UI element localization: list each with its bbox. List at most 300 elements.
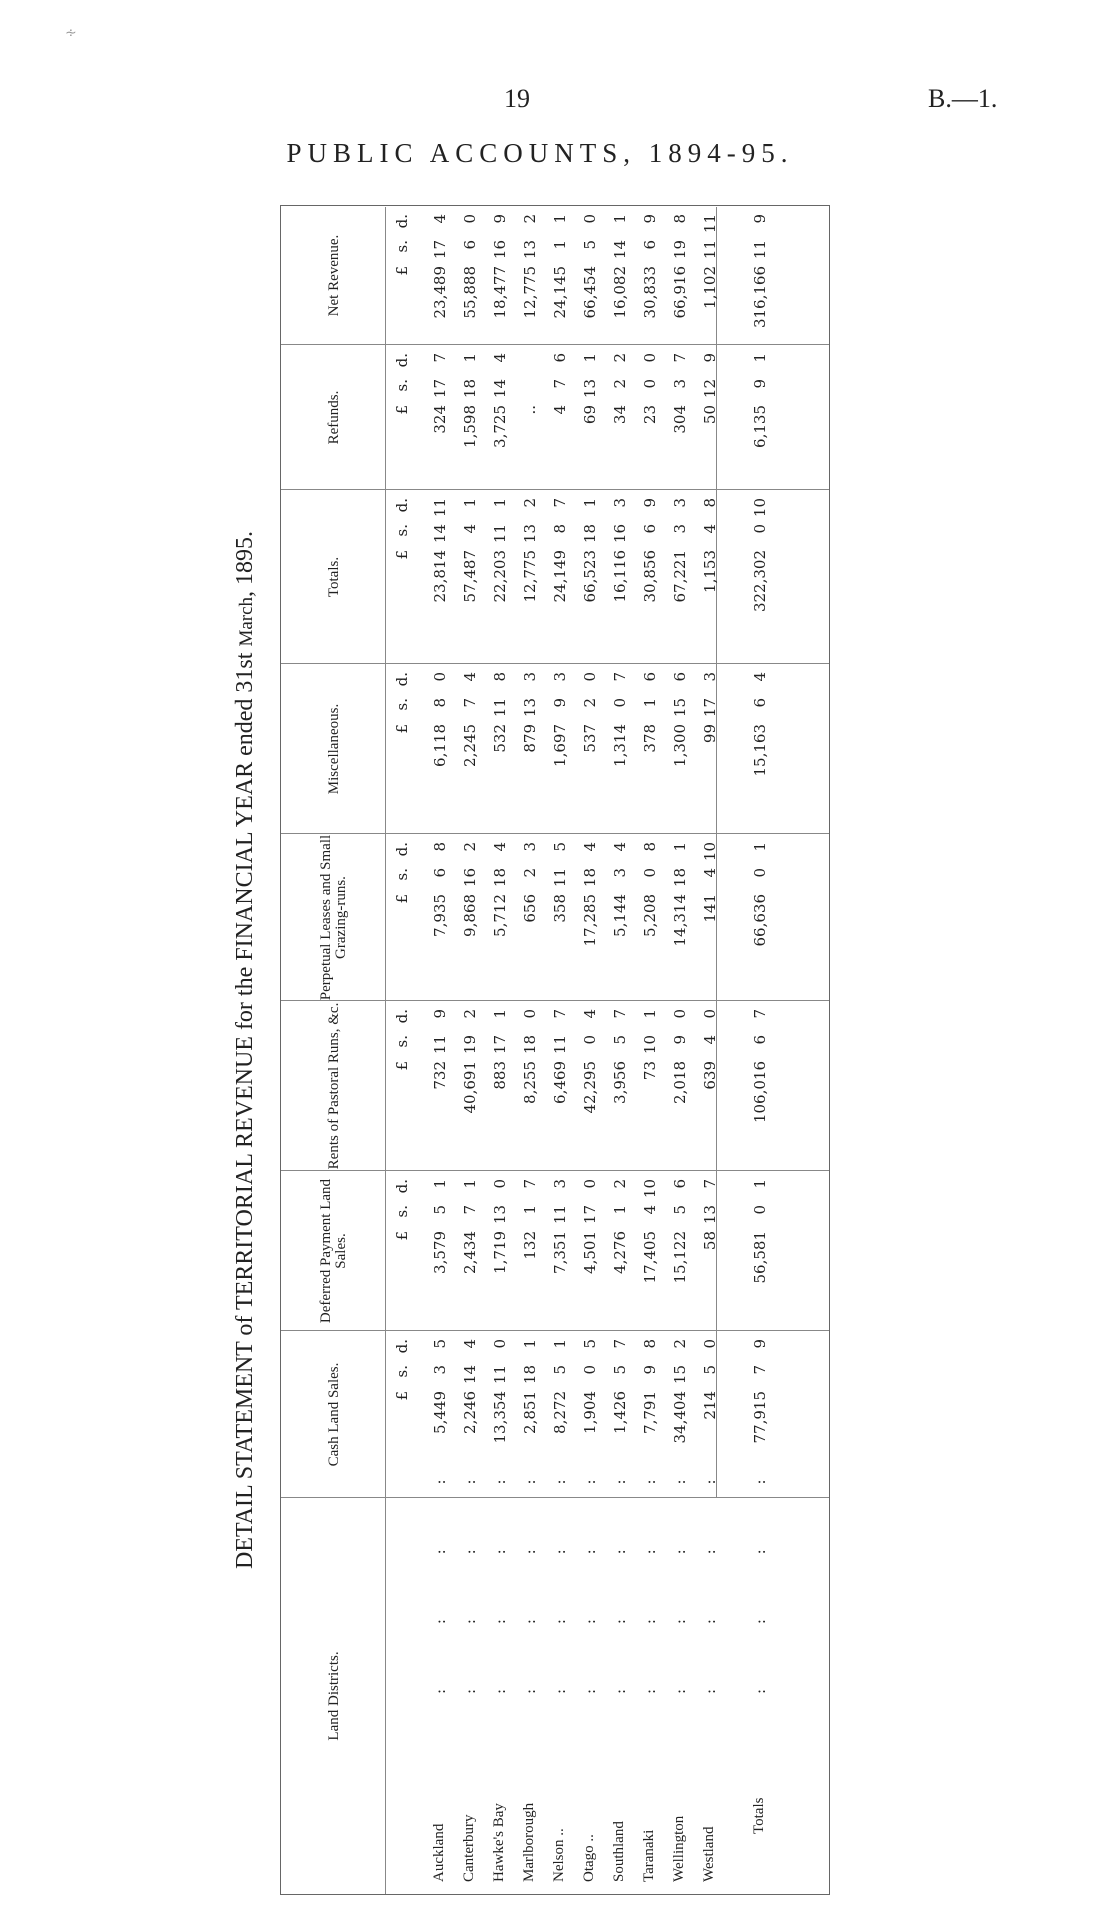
row-totals-pence: 1 [491, 498, 509, 508]
row-refunds-pounds: 304 [671, 405, 689, 434]
row-misc-pence: 3 [701, 672, 719, 682]
row-pastoral-pence: 1 [641, 1009, 659, 1019]
column-header-misc: Miscellaneous. [325, 703, 342, 795]
row-net-pence: 8 [671, 214, 689, 224]
row-totals-pounds: 12,775 [521, 550, 539, 603]
row-net-pounds: 1,102 [701, 266, 719, 309]
totals-row-misc-pounds: 15,163 [751, 724, 769, 777]
row-misc-pence: 4 [461, 672, 479, 682]
row-cash-shillings: 0 [581, 1365, 599, 1375]
row-refunds-pence: 1 [581, 353, 599, 363]
row-deferred-pounds: 4,501 [581, 1231, 599, 1274]
row-cash-pounds: 2,246 [461, 1391, 479, 1434]
row-net-shillings: 14 [611, 240, 629, 260]
row-misc-pounds: 99 [701, 724, 719, 744]
row-pastoral-pounds: 2,018 [671, 1061, 689, 1104]
row-perpetual-pence: 5 [551, 842, 569, 852]
row-pastoral-pounds: 8,255 [521, 1061, 539, 1104]
row-deferred-shillings: 17 [581, 1205, 599, 1225]
row-totals-pence: 2 [521, 498, 539, 508]
row-cash-pence: 4 [461, 1339, 479, 1349]
row-net-shillings: 13 [521, 240, 539, 260]
row-misc-pence: 8 [491, 672, 509, 682]
leader-dots: : : : : [581, 1449, 599, 1694]
row-perpetual-pounds: 9,868 [461, 894, 479, 937]
row-deferred-shillings: 5 [671, 1205, 689, 1215]
row-totals-shillings: 14 [431, 524, 449, 544]
page-number: 19 [504, 84, 530, 113]
row-misc-pence: 3 [551, 672, 569, 682]
row-net-shillings: 17 [431, 240, 449, 260]
row-cash-pounds: 2,851 [521, 1391, 539, 1434]
row-perpetual-pence: 10 [701, 842, 719, 862]
row-refunds-pounds: .. [521, 405, 539, 415]
unit-label-net-pounds: £ [393, 266, 411, 276]
row-net-pence: 9 [491, 214, 509, 224]
row-perpetual-pounds: 14,314 [671, 894, 689, 947]
row-misc-pence: 3 [521, 672, 539, 682]
district-name: Auckland [431, 1823, 447, 1882]
row-pastoral-shillings: 10 [641, 1035, 659, 1055]
unit-label-pastoral-shillings: s. [393, 1035, 411, 1048]
row-totals-pence: 11 [431, 498, 449, 518]
table-title: DETAIL STATEMENT of TERRITORIAL REVENUE for the FINANCIAL YEAR ended 31st March, 1895. [232, 530, 258, 1570]
row-net-shillings: 6 [641, 240, 659, 250]
row-misc-pence: 0 [581, 672, 599, 682]
row-net-shillings: 11 [701, 240, 719, 260]
district-name: Otago .. [581, 1834, 597, 1882]
row-misc-shillings: 8 [431, 698, 449, 708]
row-totals-shillings: 6 [641, 524, 659, 534]
row-pastoral-pence: 0 [701, 1009, 719, 1019]
row-refunds-pounds: 50 [701, 405, 719, 425]
row-net-pounds: 18,477 [491, 266, 509, 319]
row-deferred-pence: 1 [461, 1179, 479, 1189]
row-refunds-pounds: 324 [431, 405, 449, 434]
row-perpetual-pounds: 141 [701, 894, 719, 923]
row-pastoral-pence: 0 [671, 1009, 689, 1019]
totals-row-pastoral-shillings: 6 [751, 1035, 769, 1045]
row-pastoral-pence: 4 [581, 1009, 599, 1019]
row-pastoral-pounds: 40,691 [461, 1061, 479, 1114]
row-totals-pence: 3 [611, 498, 629, 508]
row-net-pence: 11 [701, 214, 719, 234]
row-cash-shillings: 5 [551, 1365, 569, 1375]
row-cash-pounds: 1,426 [611, 1391, 629, 1434]
row-cash-pounds: 8,272 [551, 1391, 569, 1434]
unit-label-net-shillings: s. [393, 240, 411, 253]
row-misc-pounds: 879 [521, 724, 539, 753]
row-perpetual-shillings: 6 [431, 868, 449, 878]
row-net-pounds: 66,454 [581, 266, 599, 319]
row-misc-pence: 0 [431, 672, 449, 682]
totals-row-perpetual-shillings: 0 [751, 868, 769, 878]
row-perpetual-shillings: 18 [671, 868, 689, 888]
totals-row-refunds-shillings: 9 [751, 379, 769, 389]
row-misc-pounds: 1,314 [611, 724, 629, 767]
row-totals-shillings: 3 [671, 524, 689, 534]
row-net-pence: 9 [641, 214, 659, 224]
row-misc-shillings: 17 [701, 698, 719, 718]
revenue-table [280, 205, 830, 1895]
district-name: Nelson .. [551, 1828, 567, 1882]
row-deferred-shillings: 4 [641, 1205, 659, 1215]
leader-dots: : : : : [461, 1449, 479, 1694]
row-net-shillings: 19 [671, 240, 689, 260]
unit-label-totals-pence: d. [393, 498, 411, 513]
unit-label-cash-pounds: £ [393, 1391, 411, 1401]
row-totals-pounds: 67,221 [671, 550, 689, 603]
row-perpetual-shillings: 18 [581, 868, 599, 888]
row-misc-pence: 7 [611, 672, 629, 682]
row-deferred-pounds: 58 [701, 1231, 719, 1251]
row-totals-pence: 9 [641, 498, 659, 508]
row-deferred-pounds: 2,434 [461, 1231, 479, 1274]
row-misc-pounds: 1,697 [551, 724, 569, 767]
district-name: Westland [701, 1826, 717, 1882]
unit-label-cash-pence: d. [393, 1339, 411, 1354]
row-perpetual-pence: 2 [461, 842, 479, 852]
stray-mark: ∻ [65, 26, 77, 41]
totals-row-totals-shillings: 0 [751, 524, 769, 534]
row-deferred-pence: 2 [611, 1179, 629, 1189]
row-perpetual-shillings: 16 [461, 868, 479, 888]
rotated-table-container [220, 205, 830, 1895]
column-header-totals: Totals. [325, 556, 342, 598]
row-net-shillings: 6 [461, 240, 479, 250]
totals-row-pastoral-pounds: 106,016 [751, 1061, 769, 1124]
row-cash-shillings: 15 [671, 1365, 689, 1385]
row-totals-pence: 3 [671, 498, 689, 508]
row-refunds-pounds: 23 [641, 405, 659, 425]
row-totals-shillings: 8 [551, 524, 569, 534]
row-net-shillings: 1 [551, 240, 569, 250]
row-pastoral-pence: 0 [521, 1009, 539, 1019]
row-totals-pence: 1 [461, 498, 479, 508]
unit-label-totals-shillings: s. [393, 524, 411, 537]
totals-row-misc-pence: 4 [751, 672, 769, 682]
row-pastoral-pounds: 6,469 [551, 1061, 569, 1104]
document-code: B.—1. [928, 84, 998, 113]
row-net-pence: 1 [551, 214, 569, 224]
row-perpetual-pounds: 358 [551, 894, 569, 923]
row-deferred-pounds: 1,719 [491, 1231, 509, 1274]
row-misc-pounds: 6,118 [431, 724, 449, 767]
totals-row-net-pounds: 316,166 [751, 266, 769, 329]
totals-row-deferred-pounds: 56,581 [751, 1231, 769, 1284]
row-deferred-pence: 6 [671, 1179, 689, 1189]
leader-dots: : : : : [491, 1449, 509, 1694]
unit-label-deferred-pounds: £ [393, 1231, 411, 1241]
row-perpetual-pounds: 17,285 [581, 894, 599, 947]
unit-label-perpetual-pence: d. [393, 842, 411, 857]
row-perpetual-shillings: 4 [701, 868, 719, 878]
row-misc-shillings: 15 [671, 698, 689, 718]
row-pastoral-pounds: 639 [701, 1061, 719, 1090]
row-pastoral-shillings: 11 [431, 1035, 449, 1055]
totals-row-deferred-pence: 1 [751, 1179, 769, 1189]
row-pastoral-pence: 1 [491, 1009, 509, 1019]
row-perpetual-pence: 4 [581, 842, 599, 852]
row-perpetual-shillings: 2 [521, 868, 539, 878]
row-deferred-pence: 0 [581, 1179, 599, 1189]
unit-label-deferred-pence: d. [393, 1179, 411, 1194]
row-refunds-shillings: 14 [491, 379, 509, 399]
totals-row-refunds-pence: 1 [751, 353, 769, 363]
row-net-pounds: 24,145 [551, 266, 569, 319]
row-deferred-pence: 7 [521, 1179, 539, 1189]
totals-row-totals-pence: 10 [751, 498, 769, 518]
leader-dots: : : : : [671, 1449, 689, 1694]
row-cash-pounds: 13,354 [491, 1391, 509, 1444]
row-net-shillings: 5 [581, 240, 599, 250]
row-pastoral-pence: 7 [611, 1009, 629, 1019]
leader-dots: : : : : [521, 1449, 539, 1694]
totals-row-totals-pounds: 322,302 [751, 550, 769, 613]
row-totals-pence: 7 [551, 498, 569, 508]
row-misc-pence: 6 [671, 672, 689, 682]
column-header-net: Net Revenue. [325, 234, 342, 317]
unit-label-net-pence: d. [393, 214, 411, 229]
totals-label: Totals [751, 1797, 767, 1834]
row-pastoral-pounds: 883 [491, 1061, 509, 1090]
row-refunds-pence: 4 [491, 353, 509, 363]
district-name: Taranaki [641, 1829, 657, 1882]
row-misc-pounds: 532 [491, 724, 509, 753]
row-perpetual-pence: 3 [521, 842, 539, 852]
row-cash-pence: 8 [641, 1339, 659, 1349]
row-net-pence: 0 [581, 214, 599, 224]
row-deferred-pounds: 15,122 [671, 1231, 689, 1284]
row-deferred-shillings: 1 [611, 1205, 629, 1215]
row-totals-shillings: 16 [611, 524, 629, 544]
totals-row-cash-shillings: 7 [751, 1365, 769, 1375]
totals-row-refunds-pounds: 6,135 [751, 405, 769, 448]
row-refunds-pounds: 3,725 [491, 405, 509, 448]
row-totals-pounds: 57,487 [461, 550, 479, 603]
unit-label-refunds-pence: d. [393, 353, 411, 368]
row-refunds-shillings: 0 [641, 379, 659, 389]
row-deferred-shillings: 7 [461, 1205, 479, 1215]
district-name: Southland [611, 1821, 627, 1882]
header-divider [385, 207, 386, 1894]
row-totals-shillings: 11 [491, 524, 509, 544]
row-cash-shillings: 9 [641, 1365, 659, 1375]
column-header-pastoral: Rents of Pastoral Runs, &c. [325, 1002, 342, 1170]
row-refunds-pounds: 1,598 [461, 405, 479, 448]
row-totals-pence: 8 [701, 498, 719, 508]
row-perpetual-pence: 1 [671, 842, 689, 852]
column-header-cash: Cash Land Sales. [325, 1362, 342, 1467]
row-pastoral-shillings: 17 [491, 1035, 509, 1055]
row-misc-pounds: 537 [581, 724, 599, 753]
column-header-perpetual: Perpetual Leases and Small Grazing-runs. [318, 834, 349, 1001]
row-totals-shillings: 18 [581, 524, 599, 544]
row-refunds-pence: 7 [431, 353, 449, 363]
unit-label-perpetual-shillings: s. [393, 868, 411, 881]
row-net-pounds: 66,916 [671, 266, 689, 319]
row-pastoral-pounds: 73 [641, 1061, 659, 1081]
totals-row-deferred-shillings: 0 [751, 1205, 769, 1215]
row-cash-pounds: 1,904 [581, 1391, 599, 1434]
totals-row-perpetual-pence: 1 [751, 842, 769, 852]
row-perpetual-pounds: 5,144 [611, 894, 629, 937]
row-misc-pence: 6 [641, 672, 659, 682]
row-refunds-shillings: 12 [701, 379, 719, 399]
row-cash-pence: 7 [611, 1339, 629, 1349]
row-totals-pounds: 16,116 [611, 550, 629, 603]
row-cash-pence: 1 [521, 1339, 539, 1349]
row-perpetual-shillings: 3 [611, 868, 629, 878]
row-cash-pence: 5 [431, 1339, 449, 1349]
row-deferred-pounds: 132 [521, 1231, 539, 1260]
row-pastoral-pounds: 732 [431, 1061, 449, 1090]
row-perpetual-pence: 8 [641, 842, 659, 852]
unit-label-totals-pounds: £ [393, 550, 411, 560]
row-perpetual-shillings: 0 [641, 868, 659, 878]
row-pastoral-pounds: 42,295 [581, 1061, 599, 1114]
row-cash-shillings: 5 [701, 1365, 719, 1375]
row-totals-pence: 1 [581, 498, 599, 508]
row-refunds-shillings: 2 [611, 379, 629, 389]
row-perpetual-pounds: 656 [521, 894, 539, 923]
leader-dots: : : : : [701, 1449, 719, 1694]
row-cash-pence: 5 [581, 1339, 599, 1349]
row-totals-shillings: 13 [521, 524, 539, 544]
row-pastoral-pence: 7 [551, 1009, 569, 1019]
row-cash-shillings: 3 [431, 1365, 449, 1375]
column-header-refunds: Refunds. [325, 390, 342, 445]
row-misc-pounds: 378 [641, 724, 659, 753]
row-deferred-shillings: 11 [551, 1205, 569, 1225]
unit-label-misc-shillings: s. [393, 698, 411, 711]
row-deferred-pounds: 17,405 [641, 1231, 659, 1284]
row-cash-pounds: 5,449 [431, 1391, 449, 1434]
district-name: Marlborough [521, 1802, 537, 1882]
totals-row-cash-pence: 9 [751, 1339, 769, 1349]
row-misc-shillings: 2 [581, 698, 599, 708]
row-deferred-pence: 10 [641, 1179, 659, 1199]
row-cash-pounds: 214 [701, 1391, 719, 1420]
row-refunds-pence: 1 [461, 353, 479, 363]
row-cash-shillings: 14 [461, 1365, 479, 1385]
row-refunds-shillings: 3 [671, 379, 689, 389]
row-pastoral-pence: 9 [431, 1009, 449, 1019]
column-header-deferred: Deferred Payment Land Sales. [318, 1178, 349, 1324]
row-refunds-pence: 6 [551, 353, 569, 363]
row-net-pence: 2 [521, 214, 539, 224]
row-perpetual-shillings: 11 [551, 868, 569, 888]
row-cash-shillings: 11 [491, 1365, 509, 1385]
row-totals-pounds: 1,153 [701, 550, 719, 593]
unit-label-cash-shillings: s. [393, 1365, 411, 1378]
totals-row-misc-shillings: 6 [751, 698, 769, 708]
totals-row-net-pence: 9 [751, 214, 769, 224]
unit-label-misc-pounds: £ [393, 724, 411, 734]
totals-row-net-shillings: 11 [751, 240, 769, 260]
row-cash-pence: 0 [491, 1339, 509, 1349]
row-net-pence: 4 [431, 214, 449, 224]
district-name: Hawke's Bay [491, 1803, 507, 1882]
row-net-pounds: 23,489 [431, 266, 449, 319]
district-name: Canterbury [461, 1814, 477, 1882]
unit-label-pastoral-pounds: £ [393, 1061, 411, 1071]
row-totals-shillings: 4 [701, 524, 719, 534]
unit-label-misc-pence: d. [393, 672, 411, 687]
row-cash-pounds: 34,404 [671, 1391, 689, 1444]
row-misc-shillings: 11 [491, 698, 509, 718]
row-deferred-pounds: 7,351 [551, 1231, 569, 1274]
row-pastoral-shillings: 4 [701, 1035, 719, 1045]
row-totals-shillings: 4 [461, 524, 479, 534]
unit-label-refunds-pounds: £ [393, 405, 411, 415]
row-deferred-pence: 7 [701, 1179, 719, 1189]
row-pastoral-shillings: 0 [581, 1035, 599, 1045]
row-net-pence: 1 [611, 214, 629, 224]
row-misc-pounds: 1,300 [671, 724, 689, 767]
page-title: PUBLIC ACCOUNTS, 1894-95. [286, 138, 794, 168]
row-totals-pounds: 22,203 [491, 550, 509, 603]
row-deferred-shillings: 5 [431, 1205, 449, 1215]
leader-dots: : : : : [431, 1449, 449, 1694]
row-misc-shillings: 7 [461, 698, 479, 708]
row-perpetual-pounds: 7,935 [431, 894, 449, 937]
leader-dots: : : : : [551, 1449, 569, 1694]
row-perpetual-pence: 4 [611, 842, 629, 852]
totals-row-perpetual-pounds: 66,636 [751, 894, 769, 947]
row-refunds-shillings: 13 [581, 379, 599, 399]
row-cash-shillings: 5 [611, 1365, 629, 1375]
row-net-pounds: 12,775 [521, 266, 539, 319]
row-deferred-pounds: 4,276 [611, 1231, 629, 1274]
row-pastoral-pence: 2 [461, 1009, 479, 1019]
row-misc-shillings: 1 [641, 698, 659, 708]
row-refunds-shillings: 7 [551, 379, 569, 389]
row-refunds-pence: 7 [671, 353, 689, 363]
row-refunds-pence: 2 [611, 353, 629, 363]
row-pastoral-shillings: 11 [551, 1035, 569, 1055]
row-pastoral-shillings: 9 [671, 1035, 689, 1045]
row-net-pence: 0 [461, 214, 479, 224]
row-net-pounds: 30,833 [641, 266, 659, 319]
totals-row-cash-pounds: 77,915 [751, 1391, 769, 1444]
row-net-shillings: 16 [491, 240, 509, 260]
row-misc-pounds: 2,245 [461, 724, 479, 767]
row-refunds-pounds: 4 [551, 405, 569, 415]
row-deferred-pence: 1 [431, 1179, 449, 1189]
unit-label-refunds-shillings: s. [393, 379, 411, 392]
row-perpetual-pence: 4 [491, 842, 509, 852]
column-header-district: Land Districts. [325, 1651, 342, 1741]
row-refunds-pence: 9 [701, 353, 719, 363]
row-totals-pounds: 66,523 [581, 550, 599, 603]
row-cash-pounds: 7,791 [641, 1391, 659, 1434]
leader-dots: : : : : [611, 1449, 629, 1694]
row-cash-pence: 0 [701, 1339, 719, 1349]
row-cash-pence: 2 [671, 1339, 689, 1349]
row-misc-shillings: 13 [521, 698, 539, 718]
row-perpetual-pounds: 5,712 [491, 894, 509, 937]
row-pastoral-pounds: 3,956 [611, 1061, 629, 1104]
row-refunds-shillings: 17 [431, 379, 449, 399]
row-pastoral-shillings: 5 [611, 1035, 629, 1045]
row-net-pounds: 55,888 [461, 266, 479, 319]
leader-dots: : : : : [751, 1449, 769, 1694]
row-net-pounds: 16,082 [611, 266, 629, 319]
unit-label-perpetual-pounds: £ [393, 894, 411, 904]
row-cash-pence: 1 [551, 1339, 569, 1349]
row-misc-shillings: 0 [611, 698, 629, 708]
